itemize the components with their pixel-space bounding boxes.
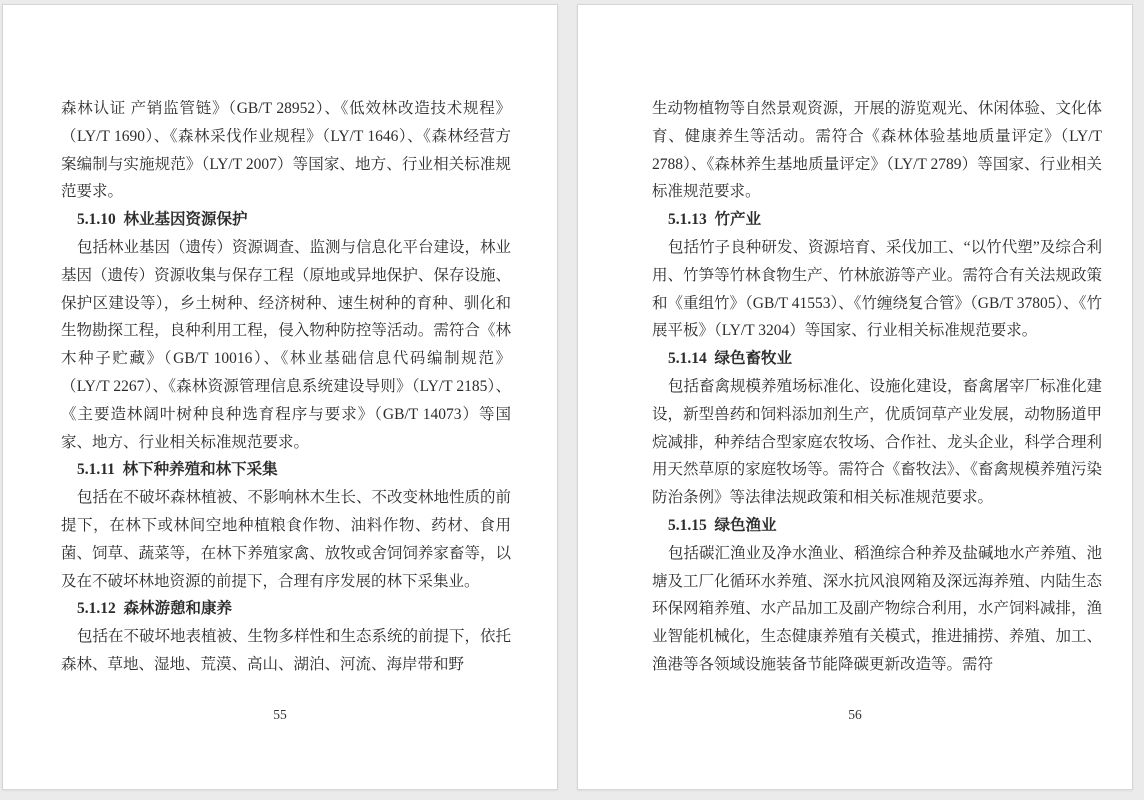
section-heading: 5.1.12 森林游憩和康养 [77, 600, 233, 618]
section-heading: 5.1.11 林下种养殖和林下采集 [77, 461, 278, 479]
paragraph: 包括畜禽规模养殖场标准化、设施化建设，畜禽屠宰厂标准化建设，新型兽药和饲料添加剂生产，优质饲草产业发展，动物肠道甲烷减排，种养结合型家庭农牧场、合作社、龙头企业，科学合理利用天然草原的家庭牧场等。需符合《畜牧法》、《畜禽规模养殖污染防治条例》等法律法规政策和相关标准规范要求。 [652, 377, 1103, 507]
page-number-56: 56 [848, 707, 862, 722]
paragraph: 包括竹子良种研发、资源培育、采伐加工、“以竹代塑”及综合利用、竹笋等竹林食物生产、竹林旅游等产业。需符合有关法规政策和《重组竹》（GB/T 41553）、《竹缠绕复合管》（GB/T 37805）、《竹展平板》（LY/T 3204）等国家、行业相关标准规范要求。 [652, 238, 1102, 340]
section-heading: 5.1.14 绿色畜牧业 [668, 350, 793, 368]
page-number-55: 55 [273, 707, 287, 722]
paragraph: 包括碳汇渔业及净水渔业、稻渔综合种养及盐碱地水产养殖、池塘及工厂化循环水养殖、深水抗风浪网箱及深远海养殖、内陆生态环保网箱养殖、水产品加工及副产物综合利用，水产饲料减排，渔业智能机械化，生态健康养殖有关模式，推进捕捞、养殖、加工、渔港等各领域设施装备节能降碳更新改造等。需符 [652, 544, 1103, 673]
paragraph: 森林认证 产销监管链》（GB/T 28952）、《低效林改造技术规程》（LY/T 1690）、《森林采伐作业规程》（LY/T 1646）、《森林经营方案编制与实施规范》（LY/T 2007）等国家、地方、行业相关标准规范要求。 [61, 100, 511, 201]
page-56 [577, 4, 1133, 790]
section-heading: 5.1.13 竹产业 [668, 211, 762, 229]
page-56-content [652, 95, 1102, 679]
paragraph: 包括在不破坏地表植被、生物多样性和生态系统的前提下，依托森林、草地、湿地、荒漠、高山、湖泊、河流、海岸带和野 [61, 628, 512, 673]
page-55 [2, 4, 558, 790]
section-heading: 5.1.15 绿色渔业 [668, 516, 777, 534]
paragraph: 包括林业基因（遗传）资源调查、监测与信息化平台建设，林业基因（遗传）资源收集与保存工程（原地或异地保护、保存设施、保护区建设等），乡土树种、经济树种、速生树种的育种、驯化和生物勘探工程，良种利用工程，侵入物种防控等活动。需符合《林木种子贮藏》（GB/T 10016）、《林业基础信息代码编制规范》（LY/T 2267）、《森林资源管理信息系统建设导则》（LY/T 2185）、《主要造林阔叶树种良种选育程序与要求》（GB/T 14073）等国家、地方、行业相关标准规范要求。 [61, 238, 512, 451]
paragraph: 生动物植物等自然景观资源，开展的游览观光、休闲体验、文化体育、健康养生等活动。需符合《森林体验基地质量评定》（LY/T 2788）、《森林养生基地质量评定》（LY/T 2789）等国家、行业相关标准规范要求。 [652, 100, 1102, 201]
section-heading: 5.1.10 林业基因资源保护 [77, 211, 248, 229]
page-55-content [61, 95, 511, 679]
paragraph: 包括在不破坏森林植被、不影响林木生长、不改变林地性质的前提下，在林下或林间空地种植粮食作物、油料作物、药材、食用菌、饲草、蔬菜等，在林下养殖家禽、放牧或舍饲饲养家畜等，以及在不破坏林地资源的前提下，合理有序发展的林下采集业。 [61, 489, 512, 590]
